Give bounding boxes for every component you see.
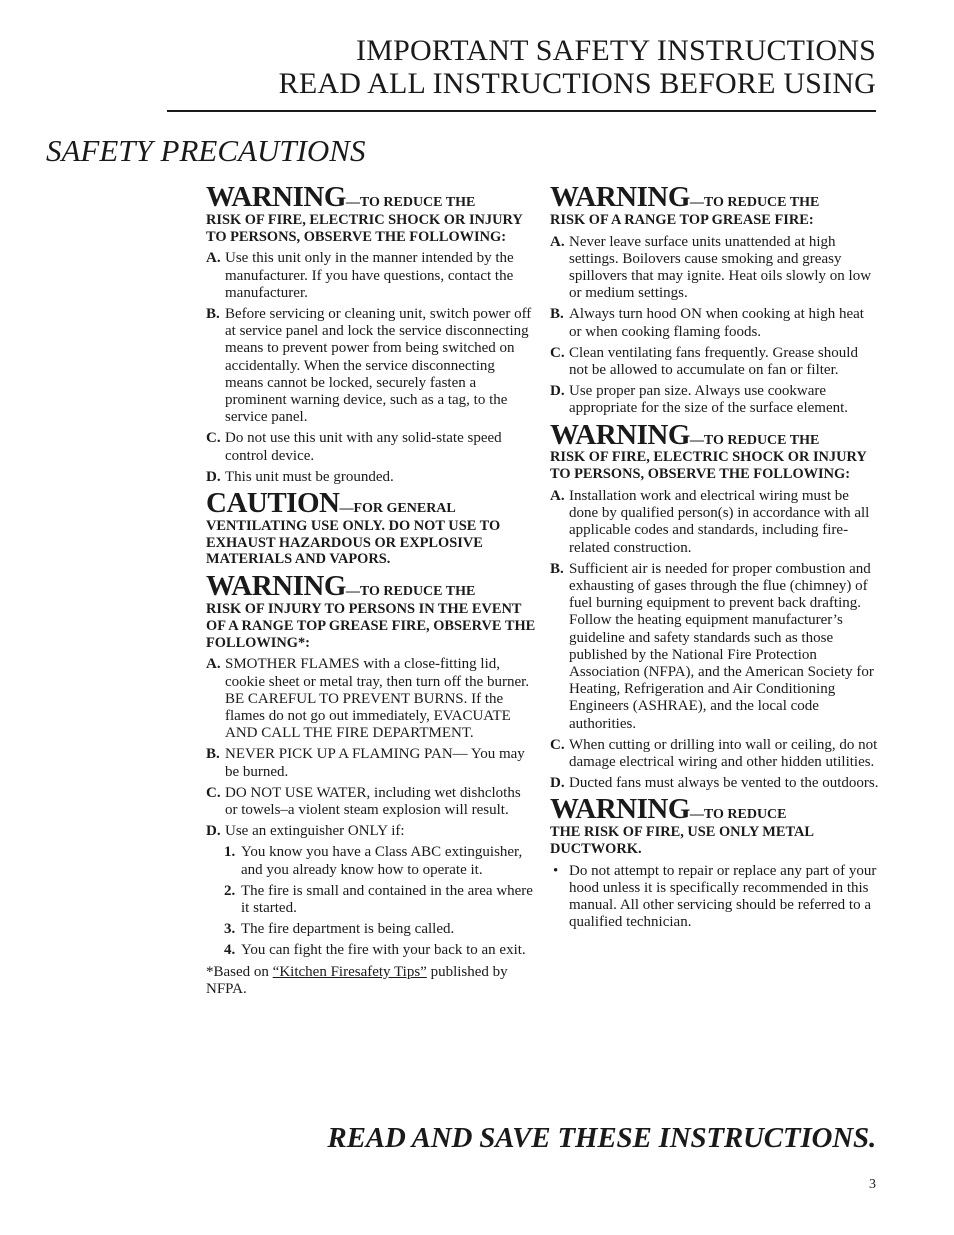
header-line-2: READ ALL INSTRUCTIONS BEFORE USING (278, 67, 876, 100)
list-item: A. Use this unit only in the manner intended by the manufacturer. If you have questions, contact the manufacturer. (206, 250, 514, 301)
list-item: A. Installation work and electrical wiring must be done by qualified person(s) in accordance with all applicable codes and standards, including fire-related construction. (550, 488, 870, 556)
bullet-icon: • (553, 862, 559, 879)
list-item: B. NEVER PICK UP A FLAMING PAN— You may be burned. (206, 746, 525, 780)
right-column (550, 181, 880, 935)
sub-list-item: 2. The fire is small and contained in the area where it started. (224, 882, 533, 917)
warning-ductwork-block (550, 793, 880, 931)
list-item: A. Never leave surface units unattended at high settings. Boilovers cause smoking and greasy spillovers that may ignite. Heat oils slowly on low or medium settings. (550, 233, 872, 302)
list-item: D. Use proper pan size. Always use cookware appropriate for the size of the surface element. (550, 383, 849, 417)
warning-heading: WARNING—TO REDUCE THE RISK OF INJURY TO PERSONS IN THE EVENT OF A RANGE TOP GREASE FIRE, OBSERVE THE FOLLOWING*: (206, 570, 536, 651)
warning-heading: WARNING—TO REDUCE THE RISK OF A RANGE TOP GREASE FIRE: (550, 181, 820, 228)
sub-list-item: 4. You can fight the fire with your back to an exit. (224, 942, 526, 959)
page-number: 3 (869, 1177, 876, 1192)
list-item: B. Sufficient air is needed for proper combustion and exhausting of gases through the flue (chimney) of fuel burning equipment to prevent back drafting. Follow the heating equipment manufacturer’s guideline and safety standards such as those published by the National Fire Protection Association (NFPA), and the American Society for Heating, Refrigeration and Air Conditioning Engineers (ASHRAE), and the local code authorities. (550, 560, 874, 732)
footer-title: READ AND SAVE THESE INSTRUCTIONS. (327, 1122, 876, 1154)
left-column (206, 181, 536, 1001)
list-item: D. Ducted fans must always be vented to the outdoors. (550, 775, 879, 792)
warning-heading: WARNING—TO REDUCE THE RISK OF FIRE, ELECTRIC SHOCK OR INJURY TO PERSONS, OBSERVE THE FOLLOWING: (550, 418, 867, 483)
sub-list-item: 3. The fire department is being called. (224, 921, 455, 938)
list-item: C. Clean ventilating fans frequently. Grease should not be allowed to accumulate on fan or filter. (550, 344, 858, 379)
sub-list-item: 1. You know you have a Class ABC extinguisher, and you already know how to operate it. (224, 844, 523, 878)
list-item: D. This unit must be grounded. (206, 468, 394, 485)
footnote-source-link[interactable]: “Kitchen Firesafety Tips” (272, 963, 427, 980)
warning-installation-block (550, 418, 880, 793)
warning-grease-fire-block (550, 181, 880, 418)
warning-heading: WARNING—TO REDUCE THE RISK OF FIRE, USE ONLY METAL DUCTWORK. (550, 793, 814, 858)
header-rule (167, 110, 876, 112)
warning-heading: WARNING—TO REDUCE THE RISK OF FIRE, ELECTRIC SHOCK OR INJURY TO PERSONS, OBSERVE THE FOLLOWING: (206, 181, 523, 245)
section-title: SAFETY PRECAUTIONS (46, 133, 366, 168)
list-item: A. SMOTHER FLAMES with a close-fitting lid, cookie sheet or metal tray, then turn off the burner. BE CAREFUL TO PREVENT BURNS. If the flames do not go out immediately, EVACUATE AND CALL THE FIRE DEPARTMENT. (206, 656, 530, 742)
list-item: • Do not attempt to repair or replace any part of your hood unless it is specifically recommended in this manual. All other servicing should be referred to a qualified technician. (553, 862, 877, 931)
page-header (120, 34, 876, 100)
list-item: C. When cutting or drilling into wall or ceiling, do not damage electrical wiring and other hidden utilities. (550, 736, 878, 771)
list-item: B. Before servicing or cleaning unit, switch power off at service panel and lock the service disconnecting means to prevent power from being switched on accidentally. When the service disconnecting means cannot be locked, securely fasten a prominent warning device, such as a tag, to the service panel. (206, 306, 532, 426)
warning-grease-fire-injury-block (206, 570, 536, 998)
caution-block (206, 487, 536, 568)
list-item: C. DO NOT USE WATER, including wet dishcloths or towels–a violent steam explosion will result. (206, 784, 521, 819)
caution-heading: CAUTION—FOR GENERAL VENTILATING USE ONLY. DO NOT USE TO EXHAUST HAZARDOUS OR EXPLOSIVE MATERIALS AND VAPORS. (206, 487, 501, 568)
list-item: D. Use an extinguisher ONLY if: (206, 823, 405, 840)
warning-electrical-block (206, 181, 536, 486)
list-item: B. Always turn hood ON when cooking at high heat or when cooking flaming foods. (550, 306, 864, 340)
list-item: C. Do not use this unit with any solid-state speed control device. (206, 430, 502, 464)
header-line-1: IMPORTANT SAFETY INSTRUCTIONS (356, 34, 876, 67)
footnote: *Based on “Kitchen Firesafety Tips” published by NFPA. (206, 963, 508, 997)
